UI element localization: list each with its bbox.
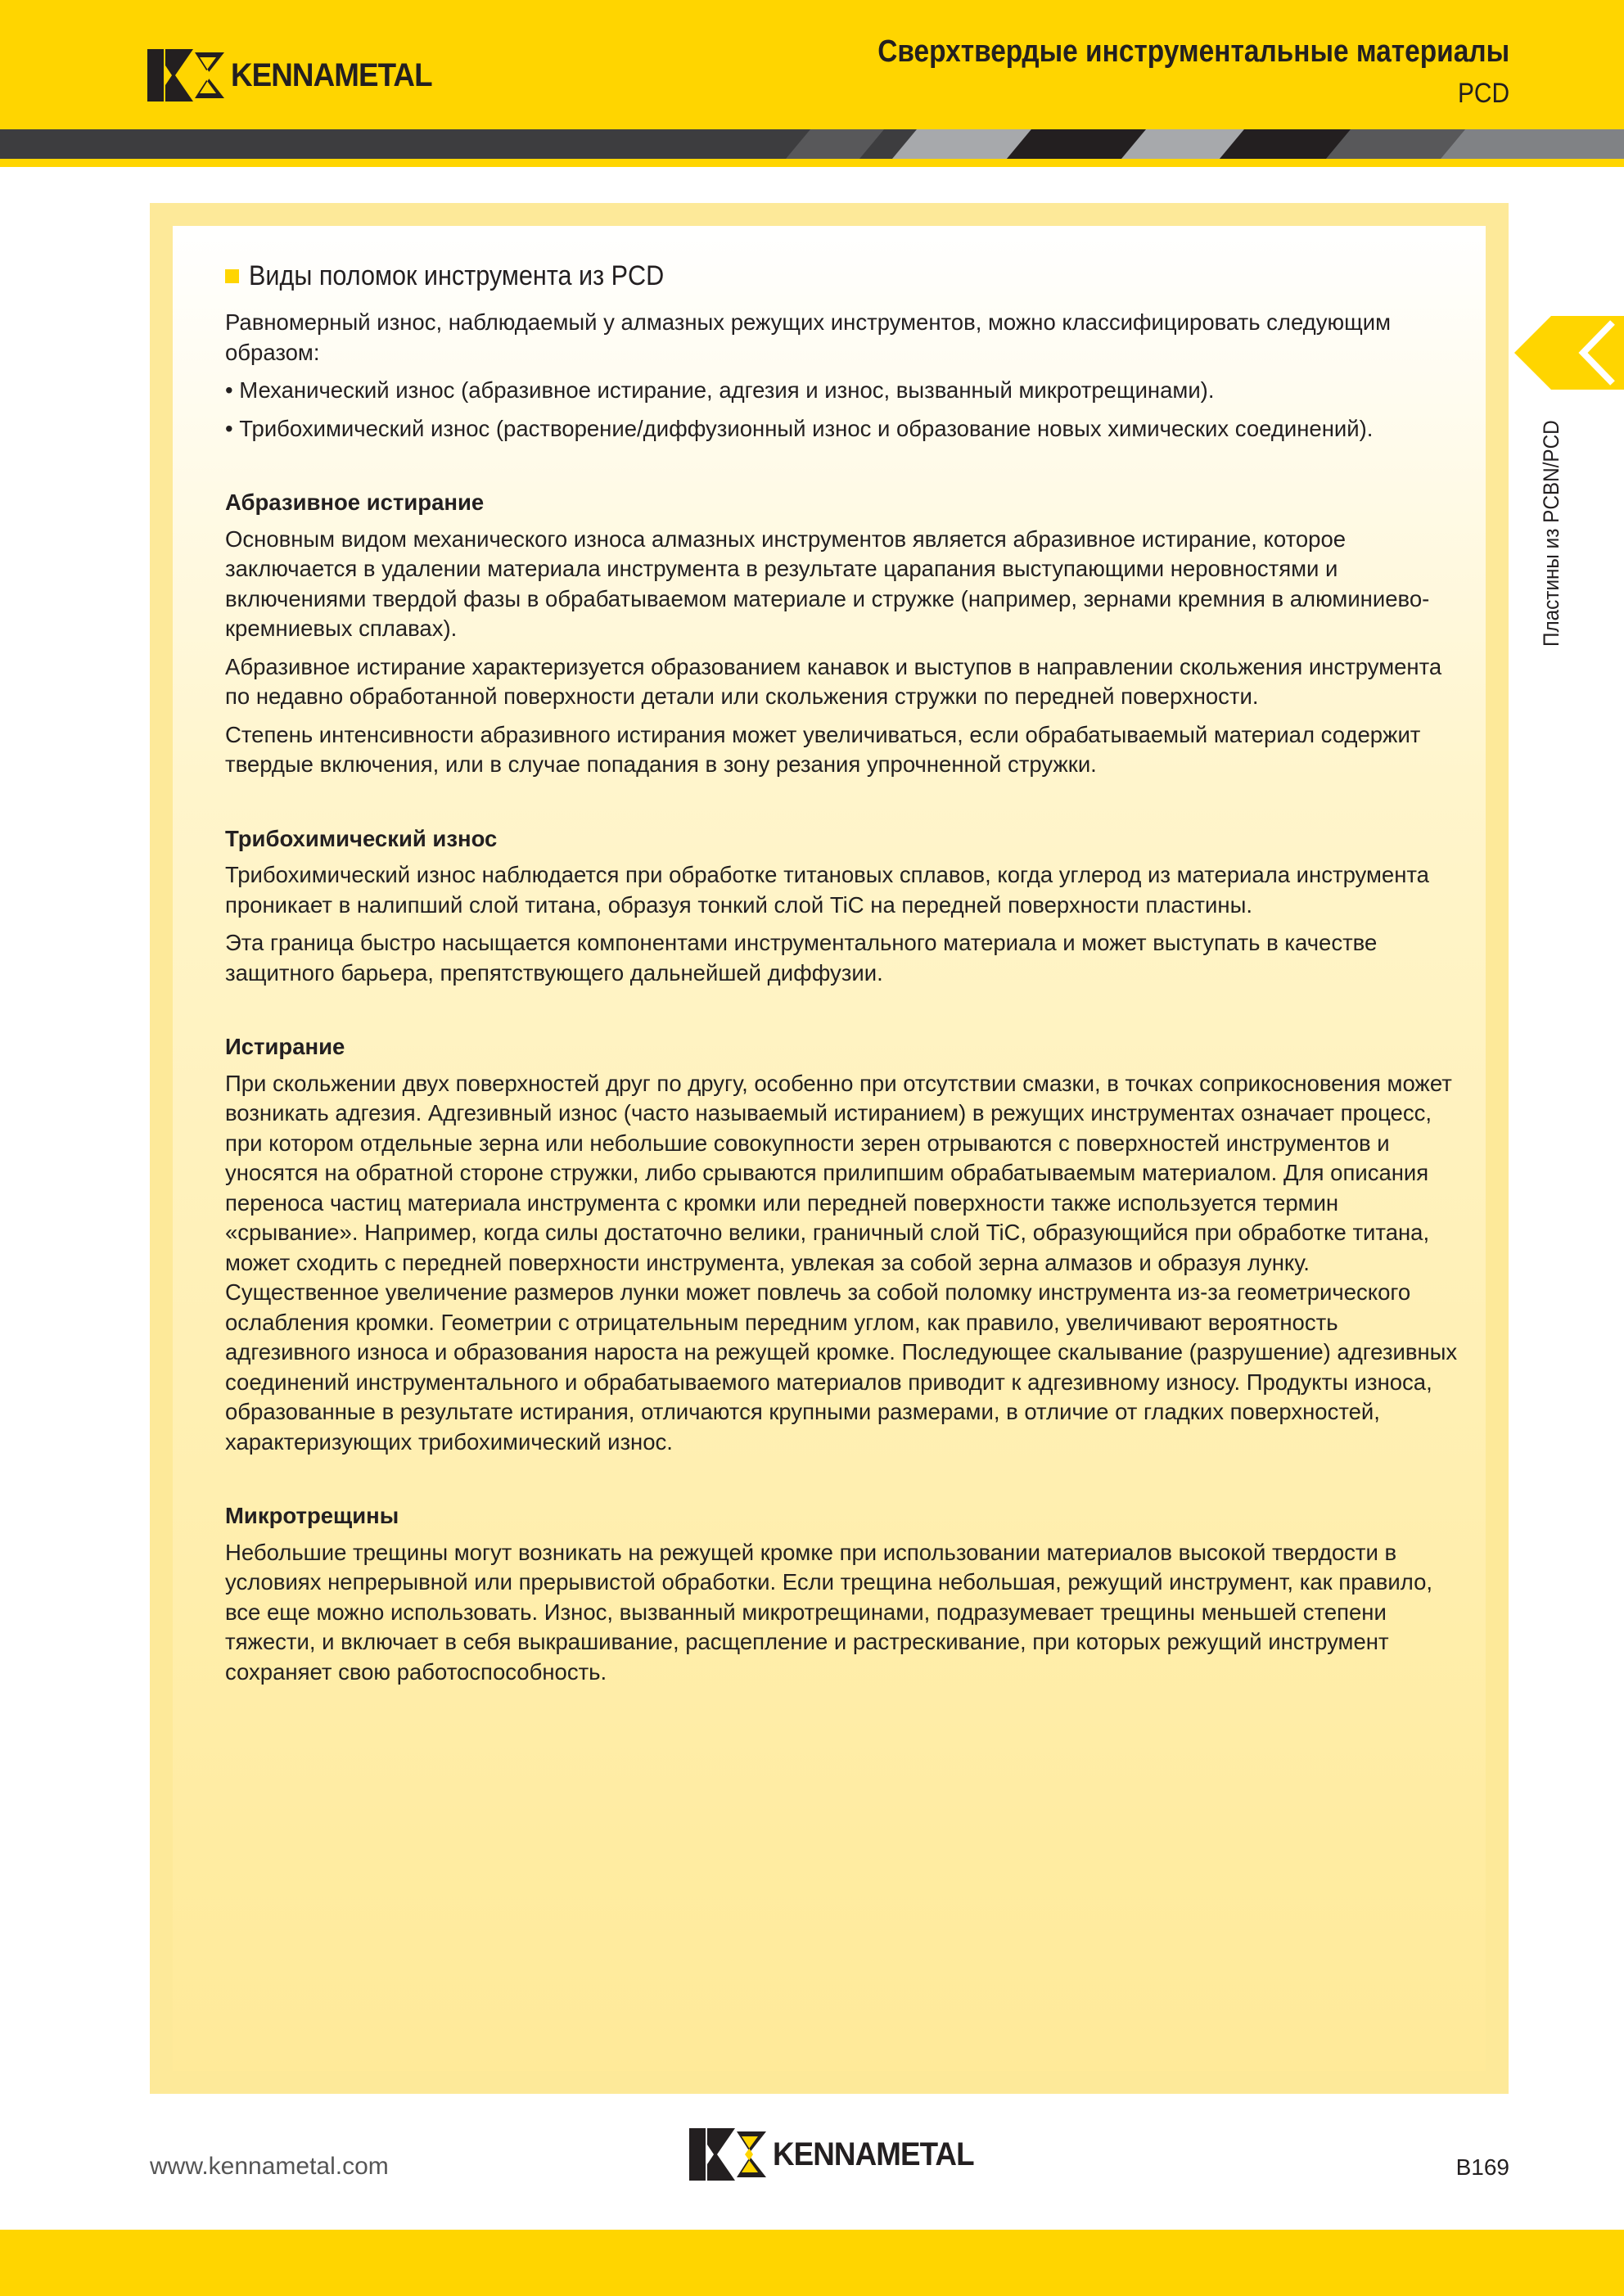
content-panel-inner xyxy=(173,226,1486,2071)
kennametal-k-mark-icon xyxy=(689,2128,768,2181)
subsection-heading: Трибохимический износ xyxy=(225,825,498,851)
header-title-block xyxy=(792,34,1509,110)
document-title: Сверхтвердые инструментальные материалы xyxy=(877,34,1509,69)
article-body xyxy=(225,308,1469,1695)
logo-wordmark: KENNAMETAL xyxy=(773,2136,974,2172)
subsection-heading: Истирание xyxy=(225,1034,345,1059)
body-paragraph: Абразивное истирание характеризуется образованием канавок и выступов в направлении скольжения инструмента по недавно обработанной поверхности детали или скольжения стружки по передней поверхности. xyxy=(225,653,1442,709)
section-title-text: Виды поломок инструмента из PCD xyxy=(249,260,665,291)
side-tab-label-wrap xyxy=(1539,420,1572,679)
document-subtitle: PCD xyxy=(1457,78,1509,109)
bottom-yellow-bar xyxy=(0,2230,1624,2296)
body-paragraph: При скольжении двух поверхностей друг по другу, особенно при отсутствии смазки, в точках соприкосновения может возникать адгезия. Адгезивный износ (часто называемый истиранием) в режущих инструментах означает процесс, при котором отдельные зерна или небольшие совокупности зерен отрываются с поверхностей инструментов и уносятся на обратной стороне стружки, либо срываются прилипшим обрабатываемым материалом. Для описания переноса частиц материала инструмента с кромки или передней поверхности также используется термин «срывание». Например, когда силы достаточно велики, граничный слой TiC, образующийся при обработке титана, может сходить с передней поверхности инструмента, увлекая за собой зерна алмазов и образуя лунку. Существенное увеличение размеров лунки может повлечь за собой поломку инструмента из-за геометрического ослабления кромки. Геометрии с отрицательным передним углом, как правило, увеличивают вероятность адгезивного износа и образования нароста на режущей кромке. Последующее скалывание (разрушение) адгезивных соединений инструментального и обрабатываемого материалов приводит к адгезивному износу. Продукты износа, образованные в результате истирания, отличаются крупными размерами, в отличие от гладких поверхностей, характеризующих трибохимический износ. xyxy=(225,1070,1458,1455)
page-header xyxy=(0,0,1624,129)
body-paragraph: Эта граница быстро насыщается компонентами инструментального материала и может выступать в качестве защитного барьера, препятствующего дальнейшей диффузии. xyxy=(225,930,1378,986)
body-paragraph: Основным видом механического износа алмазных инструментов является абразивное истирание, которое заключается в удалении материала инструмента в результате царапания выступающими неровностями и включениями твердой фазы в обрабатываемом материале и стружке (например, зернами кремния в алюминиево-кремниевых сплавах). xyxy=(225,526,1430,641)
content-panel xyxy=(150,203,1509,2094)
section-title xyxy=(225,260,710,292)
side-tab-chevron-icon[interactable] xyxy=(1514,316,1624,390)
subsection-heading: Абразивное истирание xyxy=(225,489,485,515)
page-number: B169 xyxy=(1455,2154,1509,2180)
bullet-item: • Трибохимический износ (растворение/диффузионный износ и образование новых химических соединений). xyxy=(225,415,1374,441)
kennametal-k-mark-icon xyxy=(147,49,226,101)
kennametal-logo[interactable] xyxy=(147,49,449,101)
body-paragraph: Трибохимический износ наблюдается при обработке титановых сплавов, когда углерод из материала инструмента проникает в налипший слой титана, образуя тонкий слой TiC на передней поверхности пластины. xyxy=(225,862,1429,918)
logo-wordmark: KENNAMETAL xyxy=(231,56,432,93)
header-stripe xyxy=(0,129,1624,159)
header-yellow-line xyxy=(0,159,1624,167)
bullet-item: • Механический износ (абразивное истирание, адгезия и износ, вызванный микротрещинами). xyxy=(225,377,1215,403)
intro-paragraph: Равномерный износ, наблюдаемый у алмазных режущих инструментов, можно классифицировать следующим образом: xyxy=(225,309,1391,365)
yellow-square-bullet-icon xyxy=(225,269,239,283)
subsection-heading: Микротрещины xyxy=(225,1503,399,1528)
body-paragraph: Небольшие трещины могут возникать на режущей кромке при использовании материалов высокой твердости в условиях непрерывной или прерывистой обработки. Если трещина небольшая, режущий инструмент, как правило, все еще можно использовать. Износ, вызванный микротрещинами, подразумевает трещины меньшей степени тяжести, и включает в себя выкрашивание, расщепление и растрескивание, при которых режущий инструмент сохраняет свою работоспособность. xyxy=(225,1539,1433,1685)
diagonal-stripe-pattern xyxy=(0,129,1624,159)
side-tab-label: Пластины из PCBN/PCD xyxy=(1539,420,1563,647)
body-paragraph: Степень интенсивности абразивного истирания может увеличиваться, если обрабатываемый материал содержит твердые включения, или в случае попадания в зону резания упрочненной стружки. xyxy=(225,721,1421,777)
footer-kennametal-logo xyxy=(689,2128,991,2181)
website-link[interactable]: www.kennametal.com xyxy=(150,2153,389,2180)
